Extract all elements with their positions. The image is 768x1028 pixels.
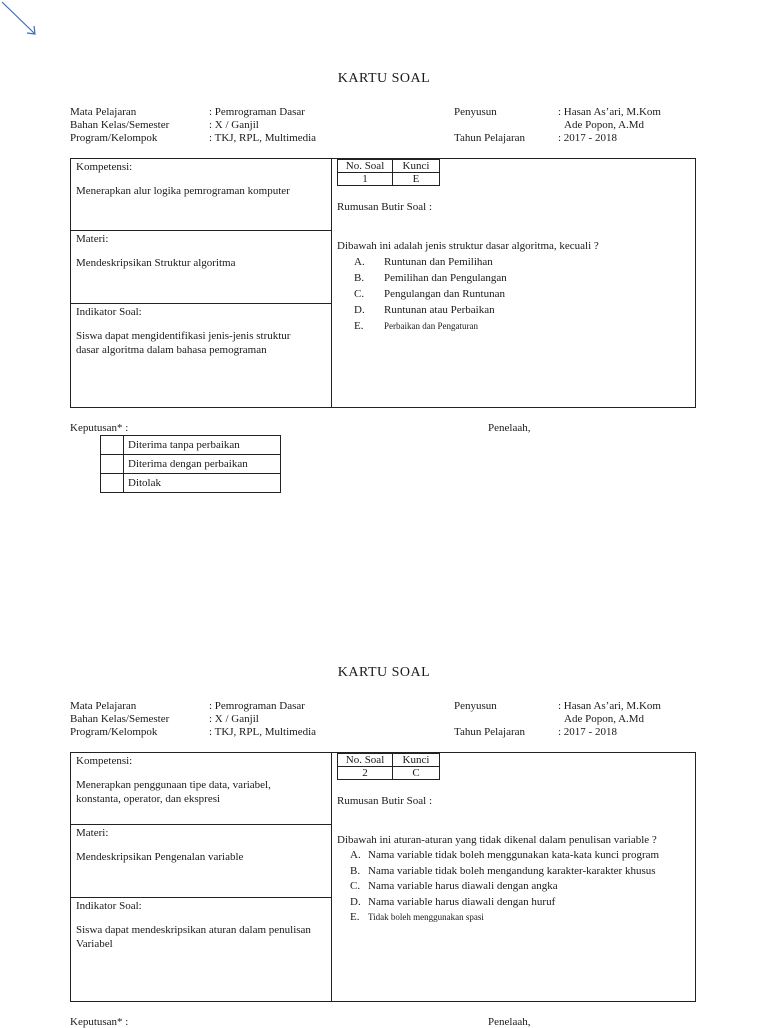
indikator-heading: Indikator Soal: <box>76 306 142 318</box>
bahan-kelas-label: Bahan Kelas/Semester <box>70 713 170 725</box>
card-title: KARTU SOAL <box>337 665 431 680</box>
decision-label: Ditolak <box>124 474 281 493</box>
penelaah-label: Penelaah, <box>488 1016 531 1028</box>
options-list <box>354 254 507 334</box>
keputusan-label: Keputusan* : <box>70 422 129 434</box>
kompetensi-text: Menerapkan penggunaan tipe data, variabel, konstanta, operator, dan ekspresi <box>76 779 271 805</box>
penyusun-value-2: Ade Popon, A.Md <box>564 713 645 725</box>
no-soal-label: No. Soal <box>338 160 393 173</box>
decision-checkbox[interactable] <box>101 436 124 455</box>
decision-checkbox[interactable] <box>101 474 124 493</box>
mata-pelajaran-value: : Pemrograman Dasar <box>209 106 305 118</box>
indikator-heading: Indikator Soal: <box>76 900 142 912</box>
bahan-kelas-label: Bahan Kelas/Semester <box>70 119 170 131</box>
decision-checkbox[interactable] <box>101 455 124 474</box>
penelaah-label: Penelaah, <box>488 422 531 434</box>
soal-grid <box>70 752 696 1002</box>
meta-values-right <box>558 700 661 739</box>
program-kelompok-value: : TKJ, RPL, Multimedia <box>209 726 317 738</box>
decision-label: Diterima dengan perbaikan <box>124 455 281 474</box>
rumusan-label: Rumusan Butir Soal : <box>337 795 433 807</box>
meta-values-right <box>558 106 661 145</box>
materi-cell <box>71 825 331 898</box>
no-soal-table <box>337 753 440 780</box>
question-text: Dibawah ini adalah jenis struktur dasar algoritma, kecuali ? <box>337 240 599 252</box>
meta-labels-left <box>70 700 169 739</box>
kunci-value: E <box>393 173 440 186</box>
option-d: D. Nama variable harus diawali dengan huruf <box>350 895 556 908</box>
option-d: D. Runtunan atau Perbaikan <box>354 304 495 316</box>
kunci-label: Kunci <box>393 754 440 767</box>
tahun-pelajaran-value: : 2017 - 2018 <box>558 726 617 738</box>
kartu-soal-card-2 <box>0 665 768 1028</box>
option-e: E. Perbaikan dan Pengaturan <box>354 320 478 332</box>
corner-arrow-icon <box>0 0 40 40</box>
penyusun-value: : Hasan As’ari, M.Kom <box>558 700 661 712</box>
option-a: A. Nama variable tidak boleh menggunakan kata-kata kunci program <box>350 849 660 861</box>
meta-labels-right <box>454 106 525 145</box>
rumusan-label: Rumusan Butir Soal : <box>337 201 433 213</box>
kompetensi-text: Menerapkan alur logika pemrograman komputer <box>76 185 290 197</box>
kunci-value: C <box>393 767 440 780</box>
kompetensi-cell <box>71 159 331 231</box>
materi-cell <box>71 231 331 304</box>
penyusun-value-2: Ade Popon, A.Md <box>564 119 645 131</box>
decision-row <box>101 474 281 493</box>
meta-values-left <box>209 106 316 145</box>
no-soal-label: No. Soal <box>338 754 393 767</box>
decision-table <box>100 435 281 493</box>
option-b: B. Pemilihan dan Pengulangan <box>354 272 507 284</box>
materi-heading: Materi: <box>76 233 109 245</box>
bahan-kelas-value: : X / Ganjil <box>209 119 259 131</box>
mata-pelajaran-label: Mata Pelajaran <box>70 700 137 712</box>
tahun-pelajaran-value: : 2017 - 2018 <box>558 132 617 144</box>
penyusun-label: Penyusun <box>454 700 497 712</box>
program-kelompok-label: Program/Kelompok <box>70 132 158 144</box>
meta-labels-right <box>454 700 525 739</box>
meta-labels-left <box>70 106 169 145</box>
mata-pelajaran-value: : Pemrograman Dasar <box>209 700 305 712</box>
right-column <box>332 753 695 1001</box>
meta-values-left <box>209 700 316 739</box>
tahun-pelajaran-label: Tahun Pelajaran <box>454 132 526 144</box>
indikator-cell <box>71 898 331 1002</box>
option-a: A. Runtunan dan Pemilihan <box>354 256 493 268</box>
bahan-kelas-value: : X / Ganjil <box>209 713 259 725</box>
left-column <box>71 753 332 1001</box>
indikator-text: Siswa dapat mendeskripsikan aturan dalam penulisan Variabel <box>76 924 311 950</box>
kunci-label: Kunci <box>393 160 440 173</box>
decision-label: Diterima tanpa perbaikan <box>124 436 281 455</box>
no-soal-value: 1 <box>338 173 393 186</box>
kompetensi-heading: Kompetensi: <box>76 755 133 767</box>
option-b: B. Nama variable tidak boleh mengandung karakter-karakter khusus <box>350 864 656 877</box>
card-title: KARTU SOAL <box>337 71 431 86</box>
mata-pelajaran-label: Mata Pelajaran <box>70 106 137 118</box>
tahun-pelajaran-label: Tahun Pelajaran <box>454 726 526 738</box>
penyusun-value: : Hasan As’ari, M.Kom <box>558 106 661 118</box>
kartu-soal-card-1 <box>0 71 768 511</box>
indikator-text: Siswa dapat mengidentifikasi jenis-jenis struktur dasar algoritma dalam bahasa pemograman <box>76 330 291 356</box>
materi-text: Mendeskripsikan Struktur algoritma <box>76 257 236 269</box>
right-column <box>332 159 695 407</box>
materi-text: Mendeskripsikan Pengenalan variable <box>76 851 244 863</box>
kompetensi-cell <box>71 753 331 825</box>
program-kelompok-label: Program/Kelompok <box>70 726 158 738</box>
no-soal-table <box>337 159 440 186</box>
program-kelompok-value: : TKJ, RPL, Multimedia <box>209 132 317 144</box>
materi-heading: Materi: <box>76 827 109 839</box>
decision-row <box>101 436 281 455</box>
keputusan-label: Keputusan* : <box>70 1016 129 1028</box>
left-column <box>71 159 332 407</box>
soal-grid <box>70 158 696 408</box>
option-e: E. Tidak boleh menggunakan spasi <box>350 911 484 923</box>
option-c: C. Nama variable harus diawali dengan angka <box>350 880 558 892</box>
options-list <box>350 848 659 926</box>
no-soal-value: 2 <box>338 767 393 780</box>
question-text: Dibawah ini aturan-aturan yang tidak dikenal dalam penulisan variable ? <box>337 834 657 846</box>
indikator-cell <box>71 304 331 408</box>
penyusun-label: Penyusun <box>454 106 497 118</box>
decision-row <box>101 455 281 474</box>
option-c: C. Pengulangan dan Runtunan <box>354 288 505 300</box>
kompetensi-heading: Kompetensi: <box>76 161 133 173</box>
